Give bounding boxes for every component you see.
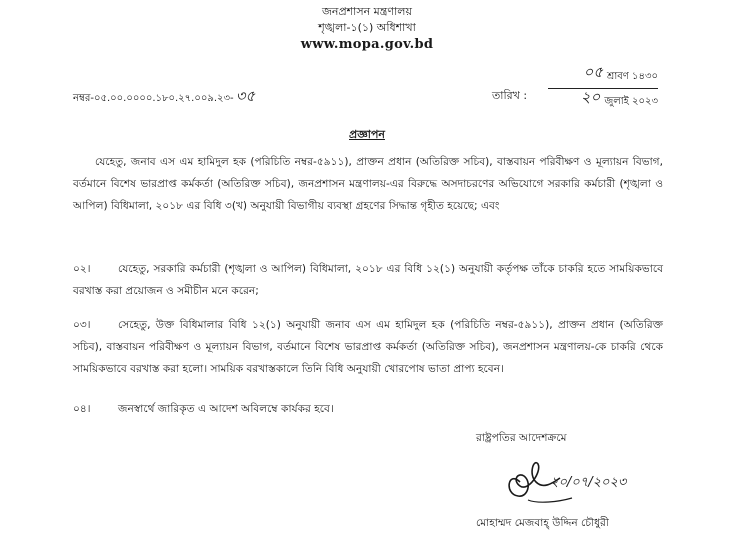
website-link[interactable]: www.mopa.gov.bd [300, 37, 434, 52]
english-date [546, 89, 658, 111]
paragraph-2-text: যেহেতু, সরকারি কর্মচারী (শৃঙ্খলা ও আপিল) বিধিমালা, ২০১৮ এর বিধি ১২(১) অনুযায়ী কর্তৃপক্ষ তাঁকে চাকরি হতে সাময়িকভাবে বরখাস্ত করা প্রয়োজন ও সমীচীন মনে করেন; [73, 263, 663, 297]
ministry-name: জনপ্রশাসন মন্ত্রণালয় [322, 5, 412, 18]
signer-name: মোহাম্মদ মেজবাহ্ উদ্দিন চৌধুরী [476, 517, 609, 529]
paragraph-3 [73, 314, 663, 380]
memo-number-handwritten: ৩৫ [235, 87, 256, 105]
paragraph-2-number: ০২। [73, 263, 91, 275]
signature-image [498, 452, 658, 514]
by-order-text: রাষ্ট্রপতির আদেশক্রমে [476, 432, 567, 444]
paragraph-3-number: ০৩। [73, 319, 91, 331]
bangla-date [546, 64, 658, 86]
section-name: শৃঙ্খলা-১(১) অধিশাখা [318, 21, 416, 34]
paragraph-2 [73, 258, 663, 302]
paragraph-4-text: জনস্বার্থে জারিকৃত এ আদেশ অবিলম্বে কার্যকর হবে। [118, 403, 334, 415]
date-block [546, 64, 658, 111]
bangla-month-year: শ্রাবণ ১৪৩০ [607, 71, 658, 82]
paragraph-3-text: সেহেতু, উক্ত বিধিমালার বিধি ১২(১) অনুযায়ী জনাব এস এম হামিদুল হক (পরিচিতি নম্বর-৫৯১১), প্রাক্তন প্রধান (অতিরিক্ত সচিব), বাস্তবায়ন পরিবীক্ষণ ও মূল্যায়ন বিভাগ, বর্তমানে বিশেষ ভারপ্রাপ্ত কর্মকর্তা (অতিরিক্ত সচিব), জনপ্রশাসন মন্ত্রণালয়-কে চাকরি থেকে সাময়িকভাবে বরখাস্ত করা হলো। সাময়িক বরখাস্তকালে তিনি বিধি অনুযায়ী খোরপোষ ভাতা প্রাপ্য হবেন। [73, 319, 663, 375]
paragraph-1: যেহেতু, জনাব এস এম হামিদুল হক (পরিচিতি নম্বর-৫৯১১), প্রাক্তন প্রধান (অতিরিক্ত সচিব), বাস্তবায়ন পরিবীক্ষণ ও মূল্যায়ন বিভাগ, বর্তমানে বিশেষ ভারপ্রাপ্ত কর্মকর্তা (অতিরিক্ত সচিব), জনপ্রশাসন মন্ত্রণালয়-এর বিরুদ্ধে অসদাচরণের অভিযোগে সরকারি কর্মচারী (শৃঙ্খলা ও আপিল) বিধিমালা, ২০১৮ এর বিধি ৩(খ) অনুযায়ী বিভাগীয় ব্যবস্থা গ্রহণের সিদ্ধান্ত গৃহীত হয়েছে; এবং [73, 156, 663, 212]
notification-title: প্রজ্ঞাপন [349, 128, 385, 141]
signature-date: ২০/০৭/২০২৩ [550, 475, 627, 490]
english-day-handwritten: ২০ [580, 88, 601, 106]
english-month-year: জুলাই ২০২৩ [604, 96, 658, 107]
bangla-day-handwritten: ০৫ [583, 63, 604, 81]
date-label: তারিখ : [492, 89, 528, 102]
memo-number [73, 85, 255, 110]
paragraph-4 [73, 398, 663, 420]
memo-number-printed: নম্বর-০৫.০০.০০০০.১৮০.২৭.০০৯.২৩- [73, 93, 234, 104]
paragraph-4-number: ০৪। [73, 403, 91, 415]
